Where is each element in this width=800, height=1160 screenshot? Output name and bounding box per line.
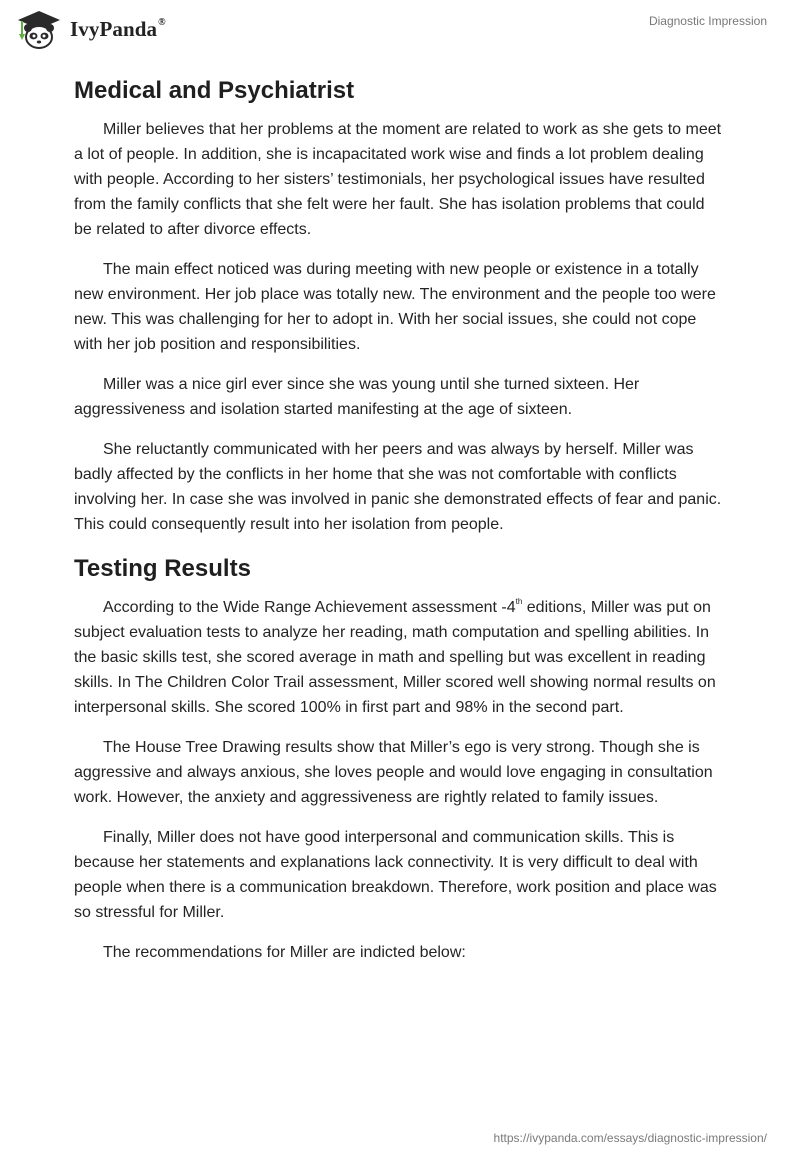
panda-graduate-icon: [14, 8, 64, 50]
paragraph: Finally, Miller does not have good interpersonal and communication skills. This is because her statements and explanations lack connectivity. It is very difficult to deal with people when there is a communication breakdown. Therefore, work position and place was so stressful for Miller.: [74, 829, 717, 921]
article-body: [74, 72, 726, 965]
brand-name: IvyPanda®: [70, 16, 166, 41]
paragraph: The recommendations for Miller are indicted below:: [103, 944, 466, 961]
source-url-link[interactable]: https://ivypanda.com/essays/diagnostic-impression/: [493, 1131, 767, 1145]
brand-logo[interactable]: [14, 8, 166, 50]
document-label: Diagnostic Impression: [648, 14, 767, 28]
paragraph: According to the Wide Range Achievement assessment -4th editions, Miller was put on subject evaluation tests to analyze her reading, math computation and spelling abilities. In the basic skills test, she scored average in math and spelling but was excellent in reading skills. In The Children Color Trail assessment, Miller scored well showing normal results on interpersonal skills. She scored 100% in first part and 98% in the second part.: [74, 596, 716, 716]
paragraph: Miller was a nice girl ever since she was young until she turned sixteen. Her aggressiveness and isolation started manifesting at the age of sixteen.: [74, 376, 640, 418]
paragraph: The House Tree Drawing results show that Miller’s ego is very strong. Though she is aggressive and always anxious, she loves people and would love engaging in consultation work. However, the anxiety and aggressiveness are rightly related to family issues.: [74, 739, 713, 806]
section-heading-testing: Testing Results: [74, 555, 251, 582]
section-heading-medical: Medical and Psychiatrist: [74, 77, 355, 104]
paragraph: Miller believes that her problems at the moment are related to work as she gets to meet a lot of people. In addition, she is incapacitated work wise and finds a lot problem dealing with people. According to her sisters’ testimonials, her psychological issues have resulted from the family conflicts that she felt were her fault. She has isolation problems that could be related to after divorce effects.: [74, 121, 722, 238]
paragraph: She reluctantly communicated with her peers and was always by herself. Miller was badly affected by the conflicts in her home that she was not comfortable with conflicts involving her. In case she was involved in panic she demonstrated effects of fear and panic. This could consequently result into her isolation from people.: [74, 441, 722, 533]
registered-mark: ®: [158, 16, 166, 28]
paragraph: The main effect noticed was during meeting with new people or existence in a totally new environment. Her job place was totally new. The environment and the people too were new. This was challenging for her to adopt in. With her social issues, she could not cope with her job position and responsibilities.: [74, 261, 716, 353]
ordinal-superscript: th: [515, 596, 523, 606]
